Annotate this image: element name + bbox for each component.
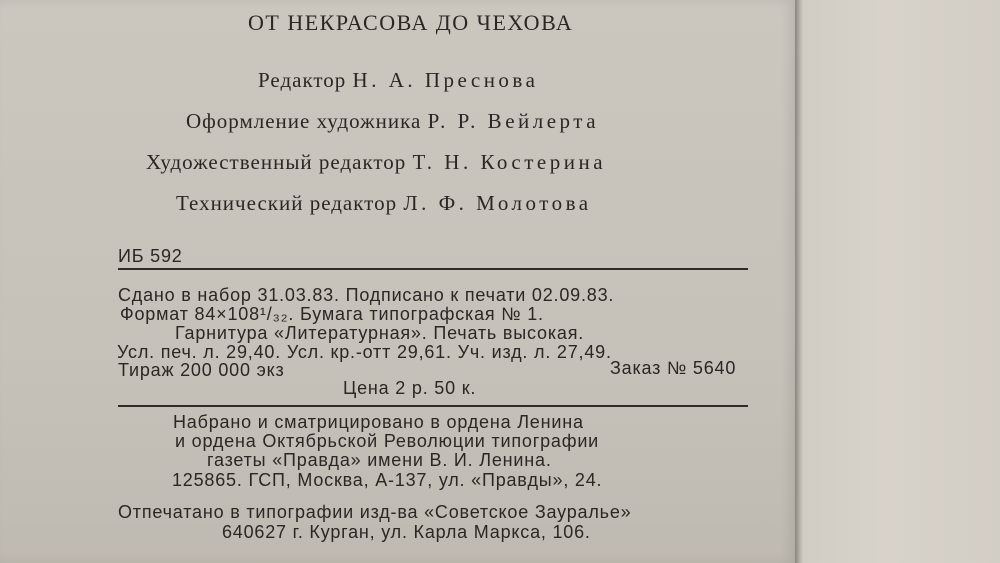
imprint-line-4: Усл. печ. л. 29,40. Усл. кр.-отт 29,61. Уч. изд. л. 27,49. bbox=[117, 342, 612, 362]
art-editor-credit bbox=[146, 150, 606, 175]
editor-label: Редактор bbox=[258, 68, 347, 92]
imprint-line-3: Гарнитура «Литературная». Печать высокая. bbox=[175, 323, 585, 343]
tech-editor-credit bbox=[176, 191, 592, 216]
imprint-line-2: Формат 84×108¹/₃₂. Бумага типографская № 1. bbox=[120, 304, 544, 324]
editor-name: Н. А. Преснова bbox=[352, 68, 539, 92]
divider-top bbox=[118, 268, 748, 270]
printer-line-2: и ордена Октябрьской Революции типографии bbox=[175, 431, 600, 451]
imprint-line-1: Сдано в набор 31.03.83. Подписано к печати 02.09.83. bbox=[118, 285, 615, 305]
editor-credit bbox=[258, 68, 538, 93]
design-label: Оформление художника bbox=[186, 109, 422, 133]
tech-editor-name: Л. Ф. Молотова bbox=[403, 191, 592, 215]
printer-line-3: газеты «Правда» имени В. И. Ленина. bbox=[207, 450, 552, 470]
ib-number: ИБ 592 bbox=[118, 246, 183, 266]
divider-bottom bbox=[118, 405, 748, 407]
tech-editor-label: Технический редактор bbox=[176, 191, 398, 215]
design-name: Р. Р. Вейлерта bbox=[427, 109, 600, 133]
printer-line-5: Отпечатано в типографии изд-ва «Советское Зауралье» bbox=[118, 502, 632, 522]
printer-line-6: 640627 г. Курган, ул. Карла Маркса, 106. bbox=[222, 522, 591, 542]
design-credit bbox=[186, 109, 599, 134]
facing-page bbox=[803, 0, 1000, 563]
printer-line-4: 125865. ГСП, Москва, А-137, ул. «Правды», 24. bbox=[172, 470, 603, 490]
art-editor-name: Т. Н. Костерина bbox=[412, 150, 607, 174]
book-title: ОТ НЕКРАСОВА ДО ЧЕХОВА bbox=[248, 10, 574, 35]
price: Цена 2 р. 50 к. bbox=[343, 378, 477, 398]
art-editor-label: Художественный редактор bbox=[146, 150, 407, 174]
order-number: Заказ № 5640 bbox=[610, 358, 737, 378]
print-run: Тираж 200 000 экз bbox=[118, 360, 285, 380]
book-gutter bbox=[795, 0, 803, 563]
printer-line-1: Набрано и сматрицировано в ордена Ленина bbox=[173, 412, 584, 432]
